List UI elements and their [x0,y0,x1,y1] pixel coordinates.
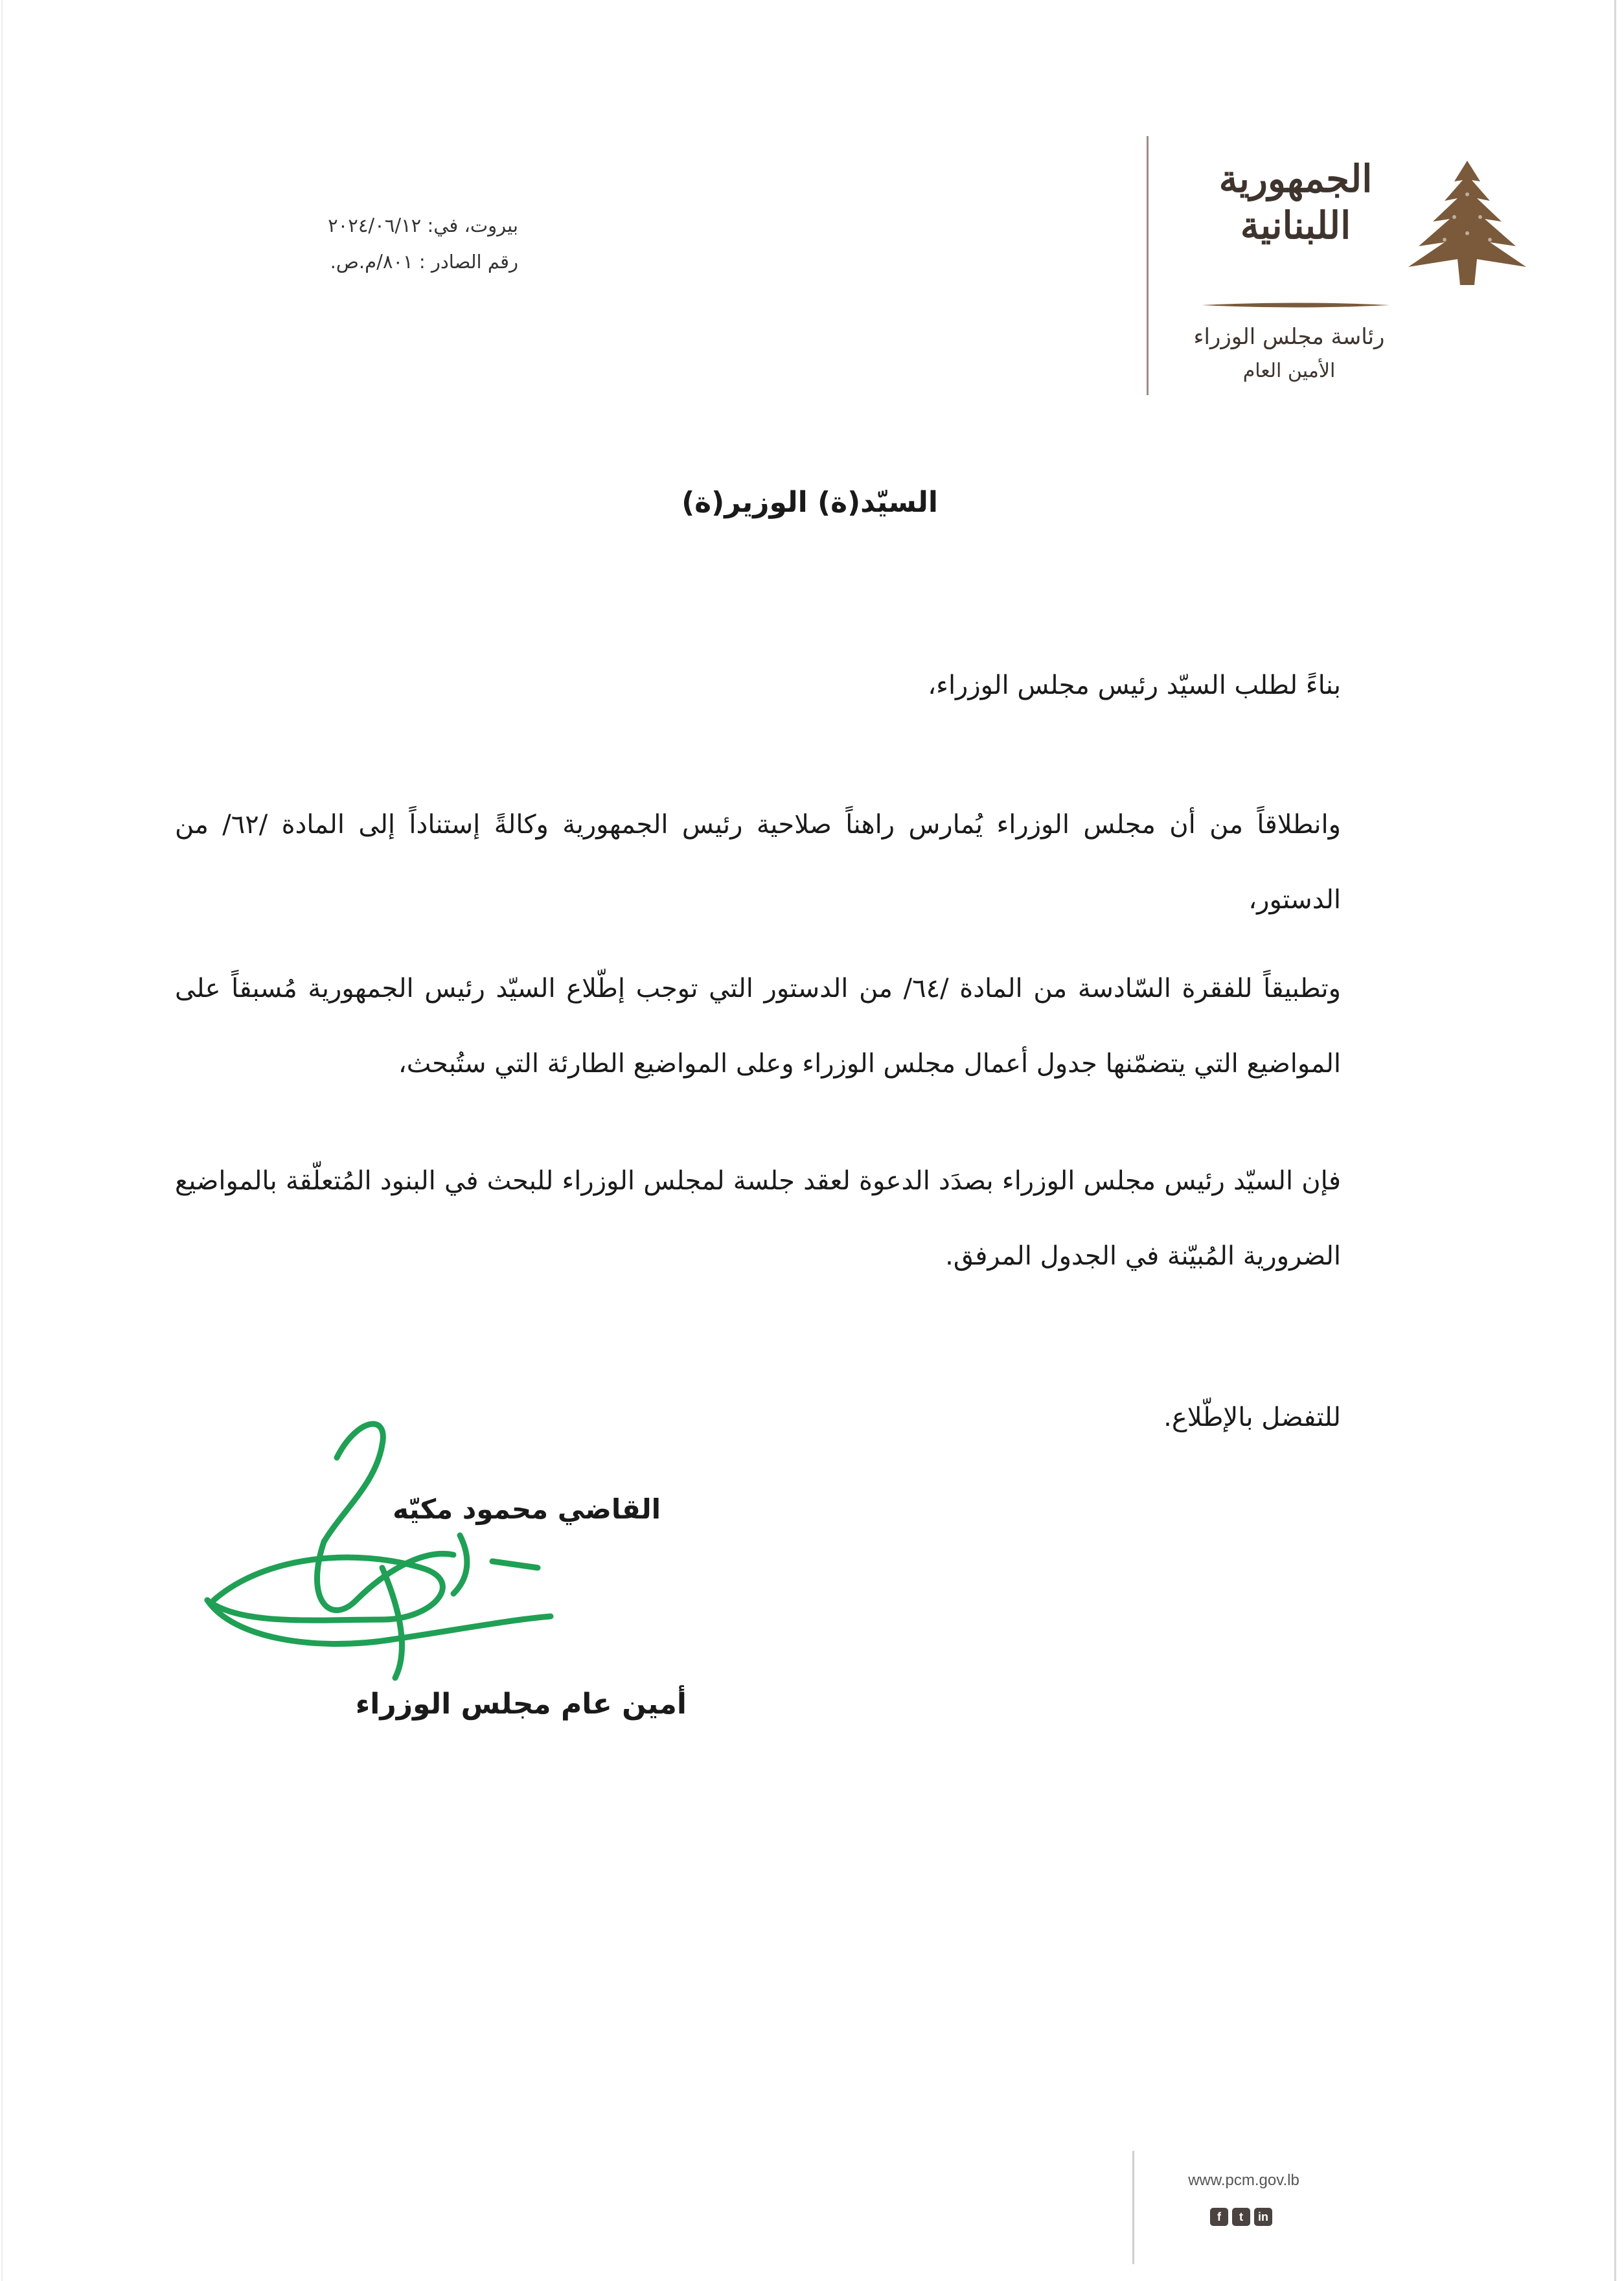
emblem-title-line2: اللبنانية [1240,203,1351,247]
footer-divider [1132,2151,1134,2264]
salutation: السيّد(ة) الوزير(ة) [681,486,938,519]
paragraph-closing: للتفضل بالإطّلاع. [1163,1403,1341,1432]
letterhead-emblem [1140,130,1542,415]
page-edge-left [1,0,3,2281]
cedar-tree-icon [1399,155,1535,292]
page-edge-right [1614,0,1616,2281]
emblem-office: الأمين العام [1242,360,1336,382]
paragraph-1: بناءً لطلب السيّد رئيس مجلس الوزراء، [928,671,1341,700]
letterhead-divider [1147,136,1149,395]
linkedin-icon: in [1254,2208,1272,2226]
emblem-subtitle: رئاسة مجلس الوزراء [1193,324,1385,350]
emblem-ornament-rule [1202,302,1390,308]
paragraph-2: وانطلاقاً من أن مجلس الوزراء يُمارس راهناً صلاحية رئيس الجمهورية وكالةً إستناداً إلى المادة /٦٢/ من الدستور، [175,810,1341,915]
footer-website: www.pcm.gov.lb [1188,2172,1299,2189]
twitter-icon: t [1232,2208,1250,2226]
emblem-title [1198,155,1393,249]
social-icons [1210,2208,1272,2226]
paragraph-3: وتطبيقاً للفقرة السّادسة من المادة /٦٤/ من الدستور التي توجب إطّلاع السيّد رئيس الجمهورية مُسبقاً على المواضيع التي يتضمّنها جدول أعمال مجلس الوزراء وعلى المواضيع الطارئة التي ستُبحث، [175,974,1341,1079]
reference-line: رقم الصادر : ٨٠١/م.ص. [330,251,518,273]
facebook-icon: f [1210,2208,1228,2226]
signer-title: أمين عام مجلس الوزراء [355,1688,687,1721]
handwritten-signature [188,1406,706,1710]
emblem-title-line1: الجمهورية [1218,157,1373,201]
date-reference-block [214,207,518,280]
date-line: بيروت، في: ٢٠٢٤/٠٦/١٢ [328,214,518,236]
signer-name: القاضي محمود مكيّه [393,1493,661,1525]
paragraph-4: فإن السيّد رئيس مجلس الوزراء بصدَد الدعوة لعقد جلسة لمجلس الوزراء للبحث في البنود المُتعلّقة بالمواضيع الضرورية المُبيّنة في الجدول المرفق. [175,1166,1341,1271]
